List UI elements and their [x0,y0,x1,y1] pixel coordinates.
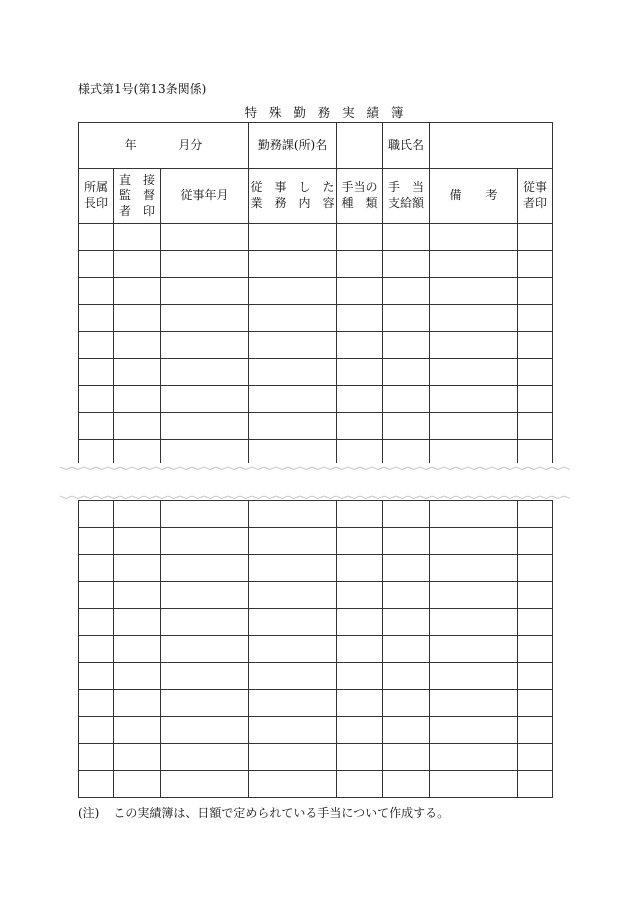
record-cell[interactable] [79,690,114,717]
record-cell[interactable] [518,224,553,251]
record-cell[interactable] [383,278,430,305]
record-cell[interactable] [79,717,114,744]
record-cell[interactable] [114,582,161,609]
record-row [79,636,553,663]
record-cell[interactable] [114,663,161,690]
record-cell[interactable] [79,332,114,359]
record-cell[interactable] [161,609,249,636]
record-cell[interactable] [79,501,114,528]
record-cell[interactable] [114,771,161,798]
record-cell[interactable] [430,413,518,440]
record-row [79,609,553,636]
record-cell[interactable] [79,636,114,663]
record-cell[interactable] [79,359,114,386]
record-cell[interactable] [161,278,249,305]
record-cell[interactable] [79,278,114,305]
record-cell[interactable] [161,582,249,609]
record-cell[interactable] [430,609,518,636]
record-cell[interactable] [430,332,518,359]
record-cell[interactable] [430,278,518,305]
record-cell[interactable] [249,501,337,528]
record-cell[interactable] [430,690,518,717]
record-cell[interactable] [114,386,161,413]
record-cell[interactable] [337,555,383,582]
record-cell[interactable] [79,528,114,555]
staff-name-value[interactable] [430,123,553,169]
record-cell[interactable] [161,663,249,690]
header-allowance-type: 手当の 種 類 [337,169,383,224]
record-cell[interactable] [249,555,337,582]
record-cell[interactable] [114,278,161,305]
record-cell[interactable] [161,332,249,359]
record-cell[interactable] [383,386,430,413]
record-cell[interactable] [383,609,430,636]
record-row [79,224,553,251]
record-cell[interactable] [337,744,383,771]
record-cell[interactable] [430,501,518,528]
record-cell[interactable] [114,305,161,332]
record-cell[interactable] [430,582,518,609]
record-cell[interactable] [383,359,430,386]
record-cell[interactable] [383,224,430,251]
record-cell[interactable] [249,690,337,717]
record-cell[interactable] [161,386,249,413]
record-cell[interactable] [337,636,383,663]
record-cell[interactable] [430,555,518,582]
record-cell[interactable] [249,332,337,359]
footnote-text: この実績簿は、日額で定められている手当について作成する。 [113,806,450,820]
record-row [79,386,553,413]
record-cell[interactable] [383,744,430,771]
record-cell[interactable] [249,224,337,251]
record-row [79,690,553,717]
record-cell[interactable] [383,501,430,528]
record-cell[interactable] [337,359,383,386]
record-cell[interactable] [249,582,337,609]
record-row [79,501,553,528]
record-cell[interactable] [249,771,337,798]
record-cell[interactable] [79,609,114,636]
record-cell[interactable] [249,278,337,305]
header-work-content: 従 事 し た 業 務 内 容 [249,169,337,224]
record-cell[interactable] [383,528,430,555]
record-cell[interactable] [114,609,161,636]
record-cell[interactable] [249,251,337,278]
record-cell[interactable] [518,771,553,798]
month-label: 月分 [178,137,203,152]
column-header-row [79,169,553,224]
record-cell[interactable] [518,332,553,359]
record-cell[interactable] [114,717,161,744]
header-work-date: 従事年月 [161,169,249,224]
record-cell[interactable] [161,636,249,663]
record-cell[interactable] [79,305,114,332]
document-title: 特殊勤務実績簿 [244,105,416,120]
record-cell[interactable] [518,305,553,332]
header-allowance-amount: 手 当 支給額 [383,169,430,224]
record-cell[interactable] [337,305,383,332]
record-cell[interactable] [337,771,383,798]
record-cell[interactable] [518,717,553,744]
form-number-label: 様式第1号(第13条関係) [78,82,207,96]
record-cell[interactable] [249,744,337,771]
record-cell[interactable] [383,663,430,690]
record-cell[interactable] [337,663,383,690]
year-label: 年 [124,137,137,152]
record-row [79,359,553,386]
record-cell[interactable] [161,501,249,528]
year-month-cell[interactable] [79,123,249,169]
record-cell[interactable] [383,771,430,798]
record-cell[interactable] [430,528,518,555]
record-cell[interactable] [518,744,553,771]
record-cell[interactable] [337,690,383,717]
staff-name-label: 職氏名 [383,123,430,169]
record-row [79,663,553,690]
record-cell[interactable] [79,663,114,690]
record-cell[interactable] [518,663,553,690]
record-cell[interactable] [114,528,161,555]
header-office-head-seal: 所属 長印 [79,169,114,224]
record-cell[interactable] [114,359,161,386]
record-cell[interactable] [383,690,430,717]
record-row [79,771,553,798]
record-cell[interactable] [161,555,249,582]
record-cell[interactable] [161,224,249,251]
record-cell[interactable] [114,332,161,359]
info-row [79,123,553,169]
record-row [79,744,553,771]
record-cell[interactable] [79,224,114,251]
record-cell[interactable] [518,386,553,413]
record-cell[interactable] [114,744,161,771]
header-worker-seal: 従事 者印 [518,169,553,224]
record-cell[interactable] [79,251,114,278]
record-cell[interactable] [518,501,553,528]
record-cell[interactable] [383,636,430,663]
record-cell[interactable] [337,251,383,278]
record-cell[interactable] [383,413,430,440]
record-cell[interactable] [114,690,161,717]
record-row [79,582,553,609]
record-cell[interactable] [337,332,383,359]
record-cell[interactable] [161,305,249,332]
record-cell[interactable] [114,555,161,582]
record-cell[interactable] [114,636,161,663]
record-cell[interactable] [518,278,553,305]
record-cell[interactable] [79,555,114,582]
header-remarks: 備 考 [430,169,518,224]
record-cell[interactable] [337,278,383,305]
record-row [79,251,553,278]
record-cell[interactable] [430,224,518,251]
record-cell[interactable] [518,251,553,278]
record-cell[interactable] [249,359,337,386]
record-cell[interactable] [337,386,383,413]
footnote [78,804,449,821]
record-cell[interactable] [249,528,337,555]
record-cell[interactable] [161,690,249,717]
record-cell[interactable] [383,251,430,278]
record-cell[interactable] [430,305,518,332]
record-cell[interactable] [161,359,249,386]
record-cell[interactable] [518,636,553,663]
record-cell[interactable] [79,413,114,440]
record-cell[interactable] [337,528,383,555]
record-cell[interactable] [518,359,553,386]
record-row [79,413,553,440]
record-cell[interactable] [79,771,114,798]
record-cell[interactable] [518,528,553,555]
record-cell[interactable] [383,332,430,359]
attendance-record-table-bottom [78,500,553,798]
record-cell[interactable] [430,359,518,386]
record-cell[interactable] [430,771,518,798]
record-cell[interactable] [337,717,383,744]
record-cell[interactable] [337,582,383,609]
record-cell[interactable] [430,744,518,771]
record-cell[interactable] [161,717,249,744]
footnote-mark: (注) [78,806,100,820]
record-cell[interactable] [430,663,518,690]
record-cell[interactable] [337,224,383,251]
record-cell[interactable] [383,717,430,744]
record-row [79,278,553,305]
record-cell[interactable] [161,771,249,798]
record-cell[interactable] [383,582,430,609]
record-row [79,717,553,744]
record-row [79,332,553,359]
office-name-value[interactable] [337,123,383,169]
record-cell[interactable] [249,386,337,413]
record-cell[interactable] [430,636,518,663]
record-cell[interactable] [518,690,553,717]
record-cell[interactable] [114,224,161,251]
record-cell[interactable] [249,636,337,663]
record-cell[interactable] [161,528,249,555]
record-cell[interactable] [249,663,337,690]
record-cell[interactable] [430,717,518,744]
record-cell[interactable] [79,386,114,413]
record-row [79,305,553,332]
record-cell[interactable] [249,609,337,636]
record-cell[interactable] [161,251,249,278]
record-cell[interactable] [518,609,553,636]
record-cell[interactable] [518,582,553,609]
record-cell[interactable] [79,744,114,771]
record-cell[interactable] [383,305,430,332]
record-cell[interactable] [337,413,383,440]
record-cell[interactable] [430,251,518,278]
record-cell[interactable] [79,582,114,609]
record-cell[interactable] [249,717,337,744]
record-cell[interactable] [249,413,337,440]
attendance-record-table-top [78,122,553,467]
record-cell[interactable] [518,413,553,440]
record-cell[interactable] [383,555,430,582]
record-cell[interactable] [161,744,249,771]
record-cell[interactable] [114,501,161,528]
record-cell[interactable] [114,251,161,278]
record-cell[interactable] [161,413,249,440]
record-cell[interactable] [518,555,553,582]
record-row [79,528,553,555]
record-cell[interactable] [249,305,337,332]
record-row [79,555,553,582]
record-cell[interactable] [337,501,383,528]
page-break-indicator [60,463,570,501]
record-cell[interactable] [430,386,518,413]
office-name-label: 勤務課(所)名 [249,123,337,169]
header-supervisor-seal: 直 接 監 督 者 印 [114,169,161,224]
record-cell[interactable] [337,609,383,636]
record-cell[interactable] [114,413,161,440]
